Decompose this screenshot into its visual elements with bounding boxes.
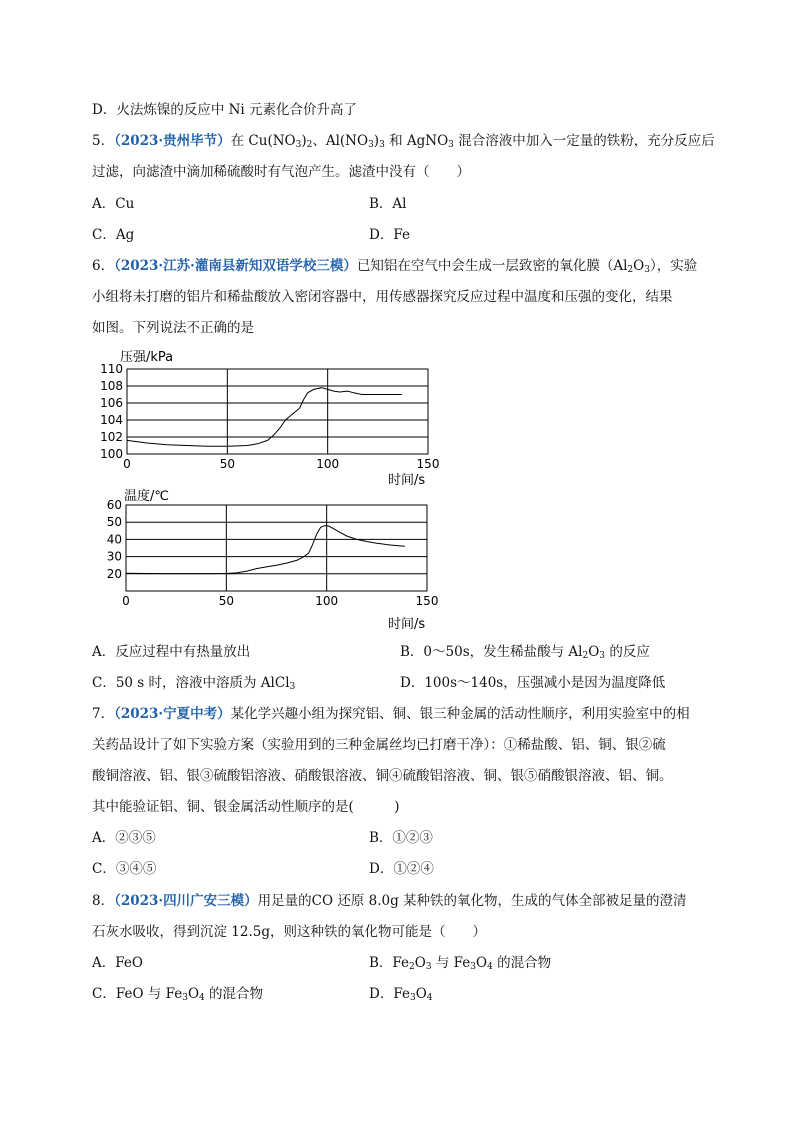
temperature-ylabel: 温度/℃	[124, 489, 169, 504]
q8-stem-line2: 石灰水吸收，得到沉淀 12.5g，则这种铁的氧化物可能是（ ）	[92, 924, 486, 940]
q6-stem-line2: 小组将未打磨的铝片和稀盐酸放入密闭容器中，用传感器探究反应过程中温度和压强的变化，结果	[92, 289, 673, 305]
pressure-xtick-label: 150	[416, 457, 440, 471]
pressure-xtick-label: 50	[219, 457, 235, 471]
q8-option-c: C．FeO 与 $Fe_3O_4$ 的混合物	[92, 986, 264, 1003]
q8-option-b: B．$Fe_2O_3$ 与 $Fe_3O_4$ 的混合物	[369, 955, 552, 972]
pressure-frame	[127, 369, 428, 454]
temperature-ytick-label: 20	[106, 566, 122, 581]
temperature-xlabel: 时间/s	[388, 617, 426, 632]
q6-option-d: D．100s～140s，压强减小是因为温度降低	[400, 675, 666, 691]
q6-option-b: B．0～50s，发生稀盐酸与 $Al_2O_3$ 的反应	[400, 644, 650, 661]
pressure-xtick-label: 100	[316, 457, 340, 471]
q5-stem-line2: 过滤，向滤渣中滴加稀硫酸时有气泡产生。滤渣中没有（ ）	[92, 164, 470, 180]
q6-option-c: C．50 s 时，溶液中溶质为 AlCl$_3$	[92, 675, 296, 692]
pressure-ylabel: 压强/kPa	[120, 350, 174, 365]
q6-number: 6．	[92, 258, 115, 274]
pressure-xtick-label: 0	[123, 457, 131, 471]
temperature-ytick-label: 40	[106, 532, 122, 547]
q7-option-d: D．①②④	[369, 861, 434, 877]
q5-option-c: C．Ag	[92, 227, 135, 243]
temperature-xtick-label: 50	[218, 594, 234, 608]
q6-source: （2023·江苏·灌南县新知双语学校三模）	[114, 258, 357, 274]
q8-option-d: D．$Fe_3O_4$	[369, 986, 433, 1003]
q8-source: （2023·四川广安三模）	[114, 893, 258, 909]
pressure-chart	[100, 345, 450, 490]
pressure-ytick-label: 102	[100, 430, 123, 444]
temperature-xtick-label: 0	[122, 594, 130, 608]
pressure-ytick-label: 110	[100, 362, 123, 376]
q7-number: 7．	[92, 706, 115, 722]
pressure-ytick-label: 104	[100, 413, 123, 427]
q7-stem-line3: 酸铜溶液、铝、银③硫酸铝溶液、硝酸银溶液、铜④硫酸铝溶液、铜、银⑤硝酸银溶液、铝、铜。	[92, 768, 673, 784]
q6-stem-line1	[92, 256, 697, 276]
temperature-frame	[126, 505, 427, 591]
q5-stem-line1	[92, 131, 715, 151]
q5-number: 5．	[92, 133, 115, 149]
pressure-ytick-label: 100	[100, 447, 123, 461]
q7-stem-line4: 其中能验证铝、铜、银金属活动性顺序的是( )	[92, 799, 400, 815]
q7-option-a: A．②③⑤	[92, 830, 156, 846]
q6-option-a: A．反应过程中有热量放出	[92, 644, 251, 660]
pressure-series-line	[127, 388, 402, 447]
q7-stem-line2: 关药品设计了如下实验方案（实验用到的三种金属丝均已打磨干净）：①稀盐酸、铝、铜、银②硫	[92, 737, 666, 753]
q8-option-a: A．FeO	[92, 955, 143, 971]
temperature-xtick-label: 100	[315, 594, 339, 608]
q7-stem-text: 某化学兴趣小组为探究铝、铜、银三种金属的活动性顺序，利用实验室中的相	[230, 706, 690, 722]
q5-option-d: D．Fe	[369, 227, 410, 243]
q5-source: （2023·贵州毕节）	[114, 133, 231, 149]
q6-stem-line3: 如图。下列说法不正确的是	[92, 320, 254, 336]
pressure-xlabel: 时间/s	[388, 473, 426, 488]
q7-option-b: B．①②③	[369, 830, 433, 846]
q8-stem-line1	[92, 891, 687, 911]
q7-source: （2023·宁夏中考）	[114, 706, 231, 722]
q7-stem-line1	[92, 704, 690, 724]
q5-option-b: B．Al	[369, 196, 407, 212]
temperature-ytick-label: 30	[106, 549, 122, 564]
temperature-ytick-label: 50	[106, 515, 122, 530]
q7-option-c: C．③④⑤	[92, 861, 157, 877]
q8-stem-text: 用足量的CO 还原 8.0g 某种铁的氧化物，生成的气体全部被足量的澄清	[257, 893, 687, 909]
temperature-chart	[106, 484, 450, 634]
q5-option-a: A．Cu	[92, 196, 135, 212]
q6-stem-text: 已知铝在空气中会生成一层致密的氧化膜$(Al_2O_3)$，实验	[356, 258, 698, 275]
q8-number: 8．	[92, 893, 115, 909]
temperature-series-line	[126, 526, 405, 574]
pressure-ytick-label: 106	[100, 396, 123, 410]
temperature-xtick-label: 150	[415, 594, 439, 608]
q5-stem-text: 在 $Cu(NO_3)_2$、$Al(NO_3)_3$ 和 AgNO$_3$ 混合溶液中加入一定量的铁粉，充分反应后	[230, 133, 715, 150]
pressure-ytick-label: 108	[100, 379, 123, 393]
temperature-ytick-label: 60	[106, 498, 122, 512]
q4-option-d: D．火法炼镍的反应中 Ni 元素化合价升高了	[92, 102, 358, 118]
